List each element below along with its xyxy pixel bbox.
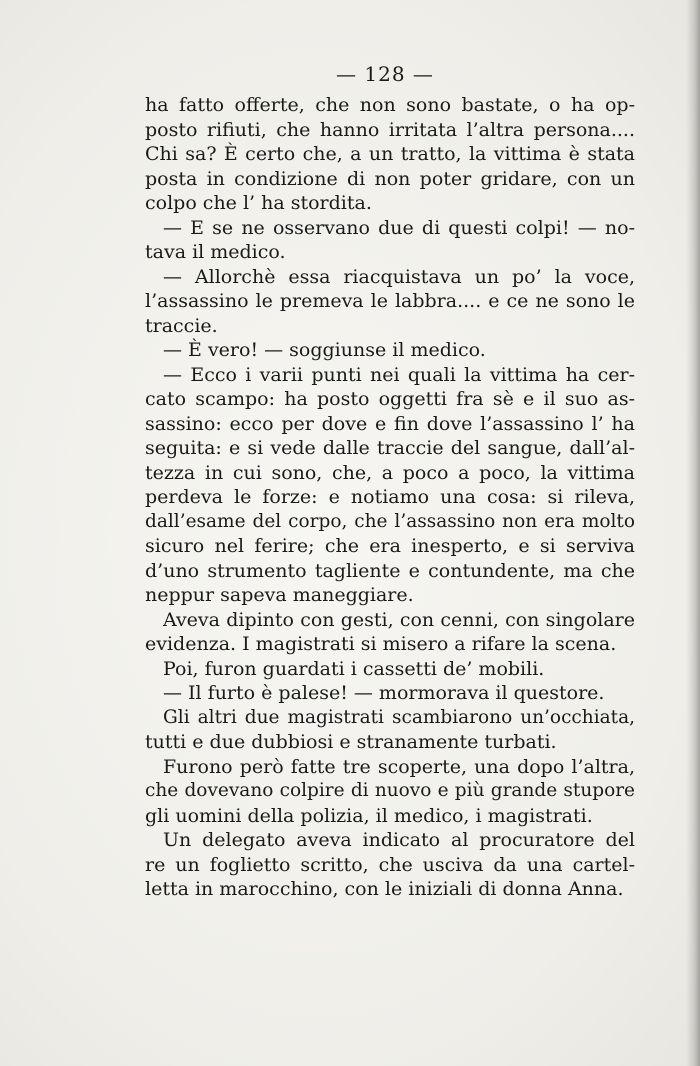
text-line: seguita: e si vede dalle traccie del sangue, dall’al- (145, 437, 635, 459)
text-line: posto rifiuti, che hanno irritata l’altra persona.... (145, 118, 635, 141)
body-text (145, 93, 635, 902)
text-line: posta in condizione di non poter gridare, con un (145, 167, 635, 190)
text-line: gli uomini della polizia, il medico, i magistrati. (145, 804, 593, 827)
text-line: dall’esame del corpo, che l’assassino non era molto (145, 510, 635, 532)
text-line: — E se ne osservano due di questi colpi! — no- (163, 216, 635, 239)
text-line: Un delegato aveva indicato al procuratore del (163, 829, 635, 851)
text-line: — Allorchè essa riacquistava un po’ la voce, (163, 265, 635, 288)
text-line: — Il furto è palese! — mormorava il questore. (163, 682, 605, 704)
text-line: evidenza. I magistrati si misero a rifare la scena. (145, 633, 617, 655)
text-line: tezza in cui sono, che, a poco a poco, la vittima (145, 461, 635, 484)
text-line: sassino: ecco per dove e fin dove l’assassino l’ ha (145, 412, 635, 435)
text-line: — È vero! — soggiunse il medico. (163, 339, 486, 361)
text-line: letta in marocchino, con le iniziali di donna Anna. (145, 878, 624, 900)
text-line: d’uno strumento tagliente e contundente, ma che (145, 559, 635, 582)
text-line: Furono però fatte tre scoperte, una dopo l’altra, (163, 755, 635, 778)
text-line: Aveva dipinto con gesti, con cenni, con singolare (163, 608, 635, 631)
text-line: — Ecco i varii punti nei quali la vittima ha cer- (163, 363, 635, 386)
text-line: perdeva le forze: e notiamo una cosa: si rileva, (145, 486, 635, 508)
text-line: Gli altri due magistrati scambiarono un’occhiata, (163, 706, 635, 728)
text-line: che dovevano colpire di nuovo e più grande stupore (145, 780, 635, 801)
text-line: tutti e due dubbiosi e stranamente turbati. (145, 731, 557, 753)
page-number: — 128 — (336, 62, 434, 86)
text-line: colpo che l’ ha stordita. (145, 192, 372, 214)
page-edge-shadow (686, 0, 700, 1066)
text-line: sicuro nel ferire; che era inesperto, e si serviva (145, 535, 635, 557)
text-line: ha fatto offerte, che non sono bastate, o ha op- (145, 94, 635, 116)
text-line: neppur sapeva maneggiare. (145, 584, 414, 606)
text-line: tava il medico. (145, 241, 286, 263)
text-line: traccie. (145, 314, 218, 337)
text-line: re un foglietto scritto, che usciva da una cartel- (145, 853, 635, 876)
text-line: cato scampo: ha posto oggetti fra sè e il suo as- (145, 388, 635, 410)
text-line: Poi, furon guardati i cassetti de’ mobili. (163, 657, 545, 680)
text-line: l’assassino le premeva le labbra.... e ce ne sono le (145, 290, 635, 312)
text-line: Chi sa? È certo che, a un tratto, la vittima è stata (145, 143, 635, 165)
